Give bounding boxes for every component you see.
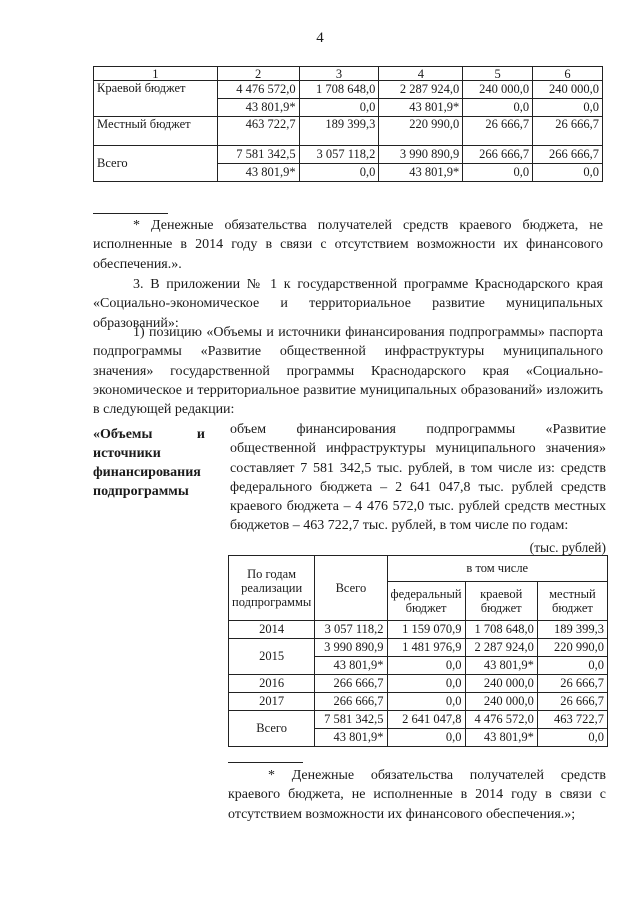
units-label: (тыс. рублей) [529,540,606,555]
table-cell: 43 801,9* [379,164,463,182]
table-cell: 463 722,7 [537,711,607,729]
table-row [229,693,608,711]
table-row [94,146,603,164]
header-cell: 5 [463,67,533,81]
table-cell: 1 708 648,0 [465,621,537,639]
table-cell: 220 990,0 [379,117,463,146]
table-cell: 0,0 [537,729,607,747]
table-cell: 43 801,9* [465,657,537,675]
table-cell: 26 666,7 [533,117,603,146]
table-cell: 0,0 [387,729,465,747]
table-cell: 189 399,3 [537,621,607,639]
row-label: Всего [94,146,218,182]
table-cell: 0,0 [533,164,603,182]
year-cell: 2015 [229,639,315,675]
table-cell: 0,0 [463,99,533,117]
table-cell: 1 159 070,9 [387,621,465,639]
header-cell: 2 [217,67,299,81]
footnote-2: * Денежные обязательства получателей средств краевого бюджета, не исполненные в 2014 году в связи с отсутствием возможности их финансового обеспечения.»; [228,768,606,822]
table-row [94,81,603,99]
years-header: По годам реализации подпрограммы [229,556,315,621]
paragraph-3-1: 1) позицию «Объемы и источники финансирования подпрограммы» паспорта подпрограммы «Развитие общественной инфраструктуры муниципального значения» государственной программы Краснодарского края «Социально-экономическое и территориальное развитие муниципальных образований» изложить в следующей редакции: [93,325,603,418]
table-cell: 2 287 924,0 [465,639,537,657]
footnote-divider [228,762,303,763]
table-cell: 3 057 118,2 [315,621,387,639]
table-cell: 189 399,3 [299,117,379,146]
page-number: 4 [316,30,324,46]
table-cell: 0,0 [387,693,465,711]
table-cell: 1 481 976,9 [387,639,465,657]
table-cell: 26 666,7 [537,693,607,711]
paragraph-3: 3. В приложении № 1 к государственной программе Краснодарского края «Социально-экономическое и территориальное развитие муниципальных образований»: [93,277,603,331]
federal-header: федеральный бюджет [387,581,465,620]
table-cell: 0,0 [463,164,533,182]
table-cell: 240 000,0 [463,81,533,99]
table-cell: 7 581 342,5 [217,146,299,164]
table-row [229,621,608,639]
year-cell: 2014 [229,621,315,639]
table-cell: 266 666,7 [315,675,387,693]
table-cell: 7 581 342,5 [315,711,387,729]
table-cell: 43 801,9* [217,99,299,117]
header-cell: 1 [94,67,218,81]
total-header: Всего [315,556,387,621]
table-header-row [94,67,603,81]
table-cell: 3 990 890,9 [315,639,387,657]
table-cell: 240 000,0 [533,81,603,99]
table-cell: 26 666,7 [463,117,533,146]
local-header: местный бюджет [537,581,607,620]
footnote-divider [93,213,168,214]
table-cell: 0,0 [533,99,603,117]
table-row [229,711,608,729]
header-cell: 4 [379,67,463,81]
header-cell: 3 [299,67,379,81]
table-cell: 3 057 118,2 [299,146,379,164]
table-cell: 2 287 924,0 [379,81,463,99]
table-cell: 2 641 047,8 [387,711,465,729]
table-cell: 1 708 648,0 [299,81,379,99]
table-row [94,117,603,146]
table-cell: 266 666,7 [533,146,603,164]
row-label: Местный бюджет [94,117,218,146]
regional-header: краевой бюджет [465,581,537,620]
table-cell: 266 666,7 [315,693,387,711]
including-header: в том числе [387,556,607,582]
position-label: «Объемы и источники финансирования подпрограммы [93,427,205,499]
table-cell: 26 666,7 [537,675,607,693]
position-text: объем финансирования подпрограммы «Развитие общественной инфраструктуры муниципального значения» составляет 7 581 342,5 тыс. рублей, в том числе из: средств федерального бюджета – 2 641 047,8 тыс. рублей средств краевого бюджета – 4 476 572,0 тыс. рублей средств местных бюджетов – 463 722,7 тыс. рублей, в том числе по годам: [230,422,606,534]
yearly-funding-table [228,555,608,747]
table-cell: 0,0 [537,657,607,675]
table-cell: 4 476 572,0 [217,81,299,99]
table-cell: 463 722,7 [217,117,299,146]
table-row [229,639,608,657]
year-cell: 2016 [229,675,315,693]
table-cell: 266 666,7 [463,146,533,164]
table-cell: 4 476 572,0 [465,711,537,729]
table-cell: 43 801,9* [217,164,299,182]
table-cell: 240 000,0 [465,693,537,711]
table-cell: 240 000,0 [465,675,537,693]
table-cell: 0,0 [387,675,465,693]
header-cell: 6 [533,67,603,81]
table-cell: 43 801,9* [315,729,387,747]
row-label: Краевой бюджет [94,81,218,117]
footnote-1: * Денежные обязательства получателей средств краевого бюджета, не исполненные в 2014 году в связи с отсутствием возможности их финансового обеспечения.». [93,218,603,272]
year-cell: Всего [229,711,315,747]
table-row [229,675,608,693]
table-cell: 43 801,9* [465,729,537,747]
table-cell: 3 990 890,9 [379,146,463,164]
year-cell: 2017 [229,693,315,711]
table-cell: 220 990,0 [537,639,607,657]
top-funding-table [93,66,603,182]
table-cell: 43 801,9* [379,99,463,117]
table-cell: 0,0 [387,657,465,675]
table-cell: 0,0 [299,164,379,182]
table-cell: 0,0 [299,99,379,117]
table-cell: 43 801,9* [315,657,387,675]
